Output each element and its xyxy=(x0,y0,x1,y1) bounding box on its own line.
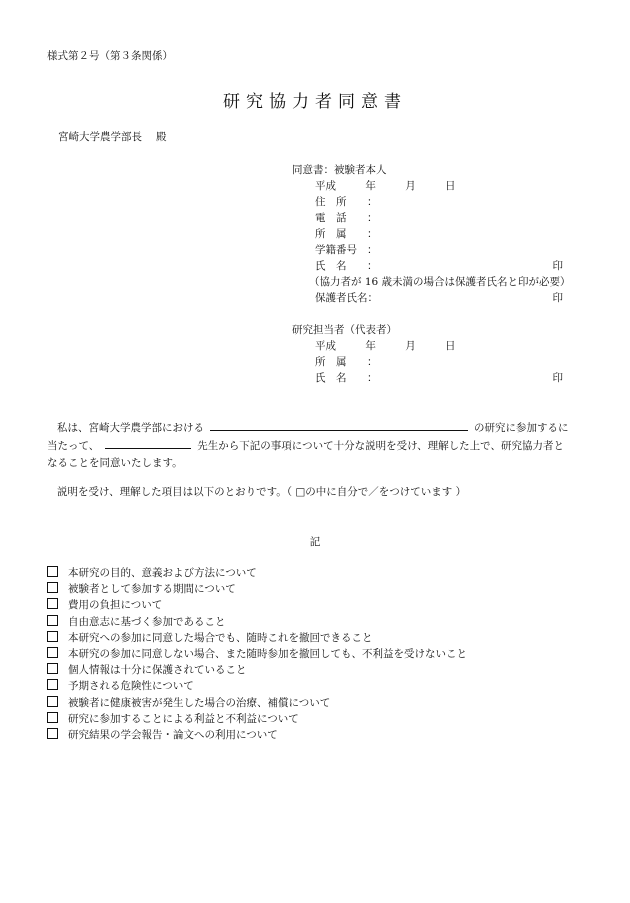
researcher-date xyxy=(315,338,456,354)
checkbox[interactable] xyxy=(47,728,58,739)
statement-line-2: 当たって、 先生から下記の事項について十分な説明を受け、理解した上で、研究協力者と xyxy=(47,437,587,455)
research-title-blank[interactable] xyxy=(210,419,468,431)
field-label: 電 話 xyxy=(315,212,347,224)
consent-name-row: 氏 名 ： 印 xyxy=(315,260,563,272)
date-day: 日 xyxy=(445,340,456,352)
checklist-item: 研究結果の学会報告・論文への利用について xyxy=(47,727,467,743)
researcher-heading: 研究担当者（代表者） xyxy=(292,324,397,336)
field-label: 学籍番号 xyxy=(315,244,357,256)
consent-heading: 同意書：被験者本人 xyxy=(292,164,387,176)
checkbox[interactable] xyxy=(47,566,58,577)
date-day: 日 xyxy=(445,180,456,192)
checklist-item: 被験者として参加する期間について xyxy=(47,581,467,597)
addressee-name: 宮崎大学農学部長 xyxy=(58,131,142,143)
checklist-item: 研究に参加することによる利益と不利益について xyxy=(47,711,467,727)
checklist-item: 被験者に健康被害が発生した場合の治療、補償について xyxy=(47,695,467,711)
checklist-item: 費用の負担について xyxy=(47,597,467,613)
field-label: 所 属 xyxy=(315,228,347,240)
consent-date xyxy=(315,178,456,194)
checkbox[interactable] xyxy=(47,712,58,723)
checklist-item: 自由意志に基づく参加であること xyxy=(47,614,467,630)
checklist-item: 本研究の目的、意義および方法について xyxy=(47,565,467,581)
seal-mark: 印 xyxy=(552,372,563,384)
addressee-suffix: 殿 xyxy=(156,131,167,143)
date-year: 年 xyxy=(365,180,376,192)
page-title: 研究協力者同意書 xyxy=(223,92,407,112)
field-label: 氏 名 xyxy=(315,372,347,384)
date-month: 月 xyxy=(405,180,416,192)
seal-mark: 印 xyxy=(552,260,563,272)
checkbox[interactable] xyxy=(47,631,58,642)
checklist-item: 本研究への参加に同意した場合でも、随時これを撤回できること xyxy=(47,630,467,646)
field-label: 住 所 xyxy=(315,196,347,208)
researcher-name-row: 氏 名 ： 印 xyxy=(315,372,563,384)
checkbox[interactable] xyxy=(47,598,58,609)
date-month: 月 xyxy=(405,340,416,352)
consent-affiliation-row: 所 属 ： xyxy=(315,228,378,240)
statement-line-3: なることを同意いたします。 xyxy=(47,457,183,469)
researcher-affiliation-row: 所 属 ： xyxy=(315,356,378,368)
form-number: 様式第２号（第３条関係） xyxy=(47,50,173,62)
checklist-item: 個人情報は十分に保護されていること xyxy=(47,662,467,678)
checkbox[interactable] xyxy=(47,615,58,626)
guardian-note: （協力者が 16 歳未満の場合は保護者氏名と印が必要） xyxy=(309,276,571,288)
consent-address-row: 住 所 ： xyxy=(315,196,378,208)
statement-line-1: 私は、宮崎大学農学部における の研究に参加するに xyxy=(47,419,587,437)
checklist-item: 本研究の参加に同意しない場合、また随時参加を撤回しても、不利益を受けないこと xyxy=(47,646,467,662)
checkbox[interactable] xyxy=(47,679,58,690)
checklist xyxy=(47,565,467,743)
checkbox[interactable] xyxy=(47,696,58,707)
checklist-item: 予期される危険性について xyxy=(47,678,467,694)
instruction-text: 説明を受け、理解した項目は以下のとおりです。（ □の中に自分で／をつけています ） xyxy=(57,486,467,498)
consent-student-id-row: 学籍番号 ： xyxy=(315,244,378,256)
professor-name-blank[interactable] xyxy=(105,437,191,449)
field-label: 氏 名 xyxy=(315,260,347,272)
checkbox[interactable] xyxy=(47,582,58,593)
seal-mark: 印 xyxy=(552,292,563,304)
ki-heading: 記 xyxy=(309,536,321,548)
field-label: 保護者氏名 xyxy=(315,292,368,304)
consent-phone-row: 電 話 ： xyxy=(315,212,378,224)
consent-statement xyxy=(47,419,587,472)
date-era: 平成 xyxy=(315,340,336,352)
checkbox[interactable] xyxy=(47,663,58,674)
guardian-row: 保護者氏名： 印 xyxy=(315,292,563,304)
date-year: 年 xyxy=(365,340,376,352)
addressee xyxy=(58,129,167,144)
field-label: 所 属 xyxy=(315,356,347,368)
date-era: 平成 xyxy=(315,180,336,192)
checkbox[interactable] xyxy=(47,647,58,658)
